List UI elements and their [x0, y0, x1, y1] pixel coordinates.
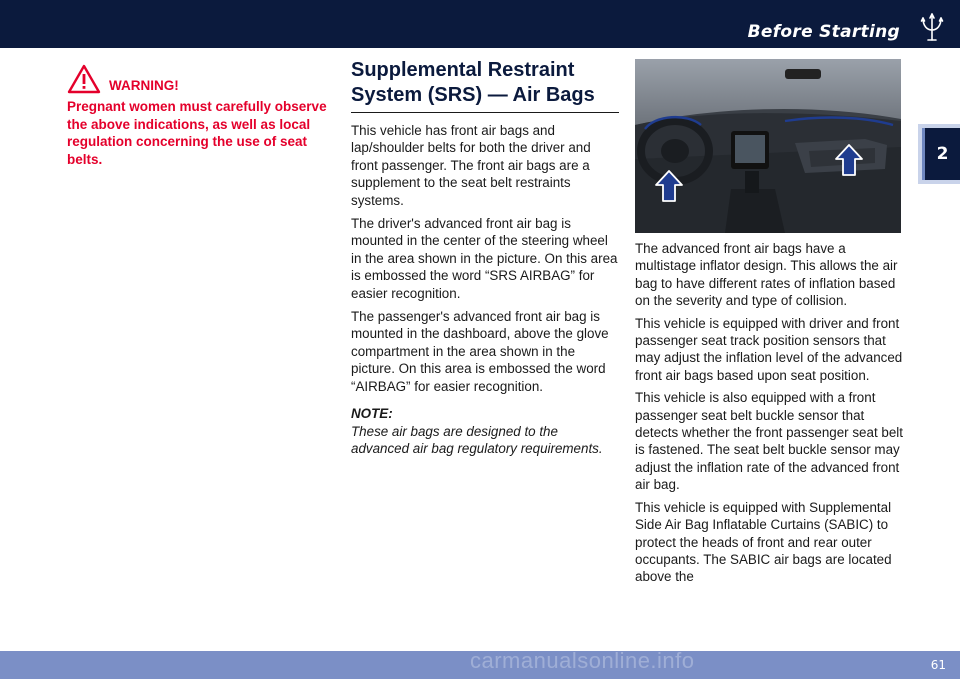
warning-triangle-icon	[67, 64, 101, 94]
paragraph: This vehicle is equipped with Supplemental Side Air Bag Inflatable Curtains (SABIC) to protect the heads of front and rear outer occupants. The SABIC air bags are located above the	[635, 499, 892, 585]
srs-section	[351, 58, 619, 457]
warning-box	[67, 62, 332, 168]
page-header	[0, 0, 960, 48]
airbag-location-photo	[635, 59, 901, 233]
chapter-tab[interactable]: 2	[922, 128, 960, 180]
note-text: These air bags are designed to the advanced air bag regulatory requirements.	[351, 423, 603, 456]
paragraph: This vehicle is equipped with driver and front passenger seat track position sensors that may adjust the inflation level of the advanced front air bags based upon seat position.	[635, 315, 903, 383]
warning-text: Pregnant women must carefully observe the above indications, as well as local regulation concerning the use of seat belts.	[67, 99, 327, 167]
note-label: NOTE:	[351, 406, 393, 422]
page-number: 61	[930, 658, 946, 672]
warning-title: WARNING!	[109, 78, 179, 93]
paragraph: This vehicle is also equipped with a front passenger seat belt buckle sensor that detects whether the front passenger seat belt is fastened. The seat belt buckle sensor may adjust the inflation rate of the advanced front air bag.	[635, 390, 903, 493]
paragraph: This vehicle has front air bags and lap/shoulder belts for both the driver and front passenger. The front air bags are a supplement to the seat belt restraints systems.	[351, 123, 591, 208]
section-title: Supplemental Restraint System (SRS) — Air Bags	[351, 58, 619, 113]
header-title: Before Starting	[747, 22, 900, 42]
paragraph: The advanced front air bags have a multistage inflator design. This allows the air bag to have different rates of inflation based on the severity and type of collision.	[635, 241, 898, 309]
airbag-details	[635, 240, 903, 591]
maserati-trident-logo	[917, 10, 947, 44]
paragraph: The driver's advanced front air bag is mounted in the center of the steering wheel in the area shown in the picture. On this area is embossed the word “SRS AIRBAG” for easier recognition.	[351, 216, 618, 301]
paragraph: The passenger's advanced front air bag is mounted in the dashboard, above the glove compartment in the area shown in the picture. On this area is embossed the word “AIRBAG” for easier recognition.	[351, 309, 609, 394]
watermark: carmanualsonline.info	[470, 648, 695, 673]
